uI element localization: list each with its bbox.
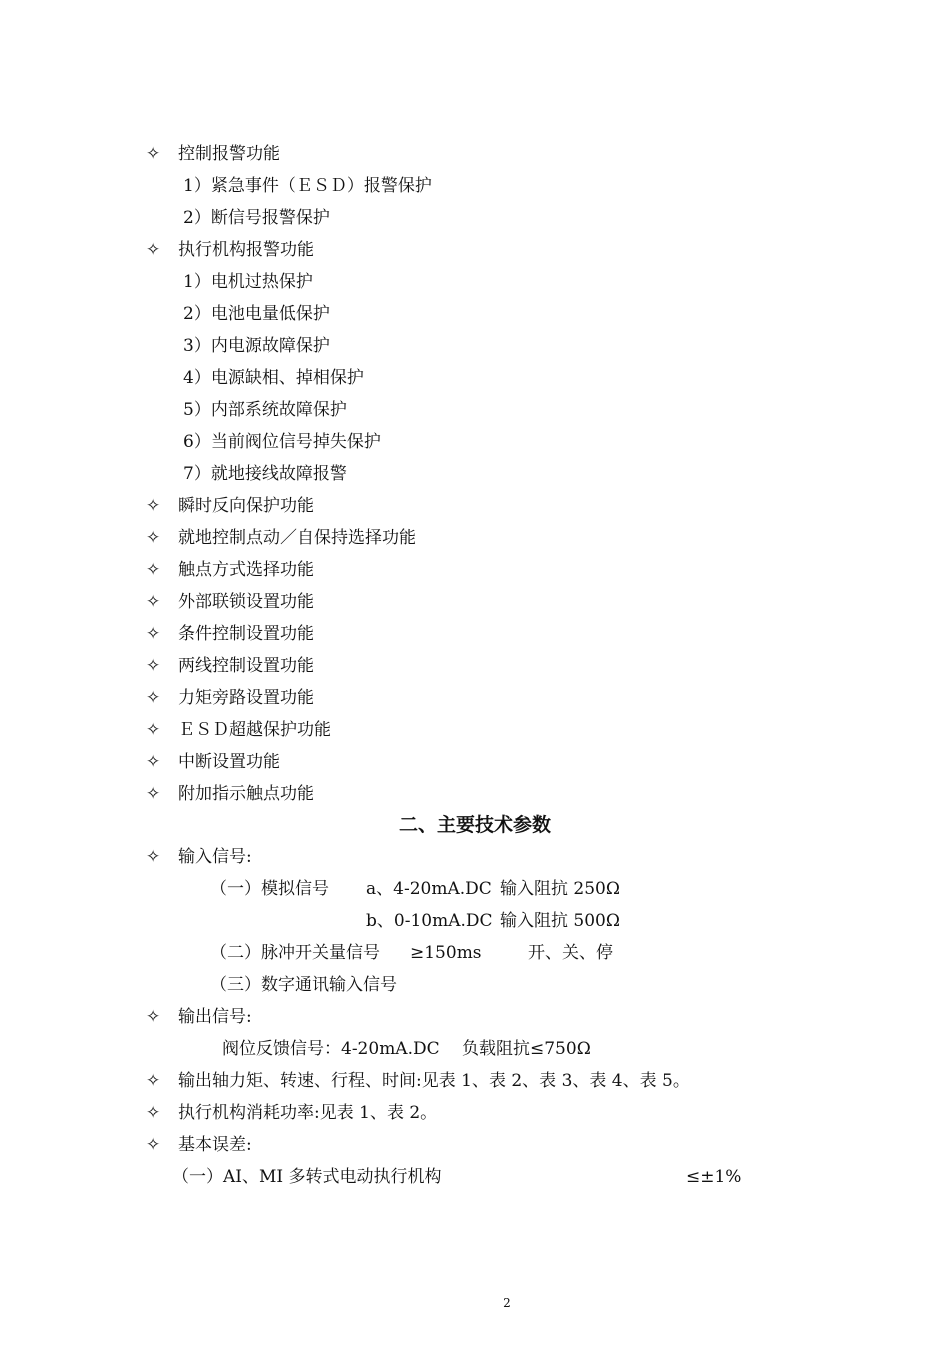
- bullet-icon: ✧: [146, 784, 161, 804]
- page-number: 2: [503, 1296, 511, 1310]
- pulse-signal-label: （二）脉冲开关量信号: [210, 943, 380, 963]
- actuator-alarm-item: 6）当前阀位信号掉失保护: [183, 432, 381, 452]
- bullet-icon: ✧: [146, 720, 161, 740]
- function-item: 触点方式选择功能: [178, 560, 314, 580]
- bullet-icon: ✧: [146, 1103, 161, 1123]
- bullet-icon: ✧: [146, 1071, 161, 1091]
- bullet-icon: ✧: [146, 656, 161, 676]
- function-item: 附加指示触点功能: [178, 784, 314, 804]
- bullet-icon: ✧: [146, 1135, 161, 1155]
- basic-error-item-label: （一）AI、MI 多转式电动执行机构: [172, 1167, 442, 1187]
- analog-a-range: a、4-20mA.DC: [366, 879, 492, 899]
- analog-signal-label: （一）模拟信号: [210, 879, 329, 899]
- bullet-icon: ✧: [146, 624, 161, 644]
- function-item: 力矩旁路设置功能: [178, 688, 314, 708]
- control-alarm-item: 1）紧急事件（ＥＳＤ）报警保护: [183, 176, 432, 196]
- basic-error-title: 基本误差:: [178, 1135, 252, 1155]
- function-item: 两线控制设置功能: [178, 656, 314, 676]
- input-signal-title: 输入信号:: [178, 847, 252, 867]
- basic-error-item-value: ≤±1%: [686, 1167, 742, 1187]
- digital-signal-label: （三）数字通讯输入信号: [210, 975, 397, 995]
- actuator-alarm-title: 执行机构报警功能: [178, 240, 314, 260]
- bullet-icon: ✧: [146, 1007, 161, 1027]
- control-alarm-item: 2）断信号报警保护: [183, 208, 330, 228]
- bullet-icon: ✧: [146, 240, 161, 260]
- function-item: 条件控制设置功能: [178, 624, 314, 644]
- bullet-icon: ✧: [146, 560, 161, 580]
- function-item: 就地控制点动／自保持选择功能: [178, 528, 416, 548]
- analog-b-range: b、0-10mA.DC: [366, 911, 493, 931]
- output-torque: 输出轴力矩、转速、行程、时间:见表 1、表 2、表 3、表 4、表 5。: [178, 1071, 690, 1091]
- actuator-alarm-item: 7）就地接线故障报警: [183, 464, 347, 484]
- control-alarm-title: 控制报警功能: [178, 144, 280, 164]
- bullet-icon: ✧: [146, 688, 161, 708]
- analog-b-impedance: 输入阻抗 500Ω: [500, 911, 620, 931]
- bullet-icon: ✧: [146, 144, 161, 164]
- bullet-icon: ✧: [146, 496, 161, 516]
- analog-a-impedance: 输入阻抗 250Ω: [500, 879, 620, 899]
- function-item: 中断设置功能: [178, 752, 280, 772]
- function-item: 瞬时反向保护功能: [178, 496, 314, 516]
- actuator-alarm-item: 1）电机过热保护: [183, 272, 313, 292]
- actuator-alarm-item: 5）内部系统故障保护: [183, 400, 347, 420]
- function-item: ＥＳＤ超越保护功能: [178, 720, 331, 740]
- pulse-signal-actions: 开、关、停: [528, 943, 613, 963]
- output-feedback: 阀位反馈信号：4-20mA.DC: [222, 1039, 440, 1059]
- actuator-alarm-item: 4）电源缺相、掉相保护: [183, 368, 364, 388]
- actuator-alarm-item: 2）电池电量低保护: [183, 304, 330, 324]
- output-load: 负载阻抗≤750Ω: [462, 1039, 591, 1059]
- bullet-icon: ✧: [146, 752, 161, 772]
- output-signal-title: 输出信号:: [178, 1007, 252, 1027]
- actuator-alarm-item: 3）内电源故障保护: [183, 336, 330, 356]
- bullet-icon: ✧: [146, 528, 161, 548]
- power-consumption: 执行机构消耗功率:见表 1、表 2。: [178, 1103, 438, 1123]
- bullet-icon: ✧: [146, 592, 161, 612]
- pulse-signal-value: ≥150ms: [410, 943, 482, 963]
- bullet-icon: ✧: [146, 847, 161, 867]
- function-item: 外部联锁设置功能: [178, 592, 314, 612]
- section-heading: 二、主要技术参数: [398, 814, 551, 836]
